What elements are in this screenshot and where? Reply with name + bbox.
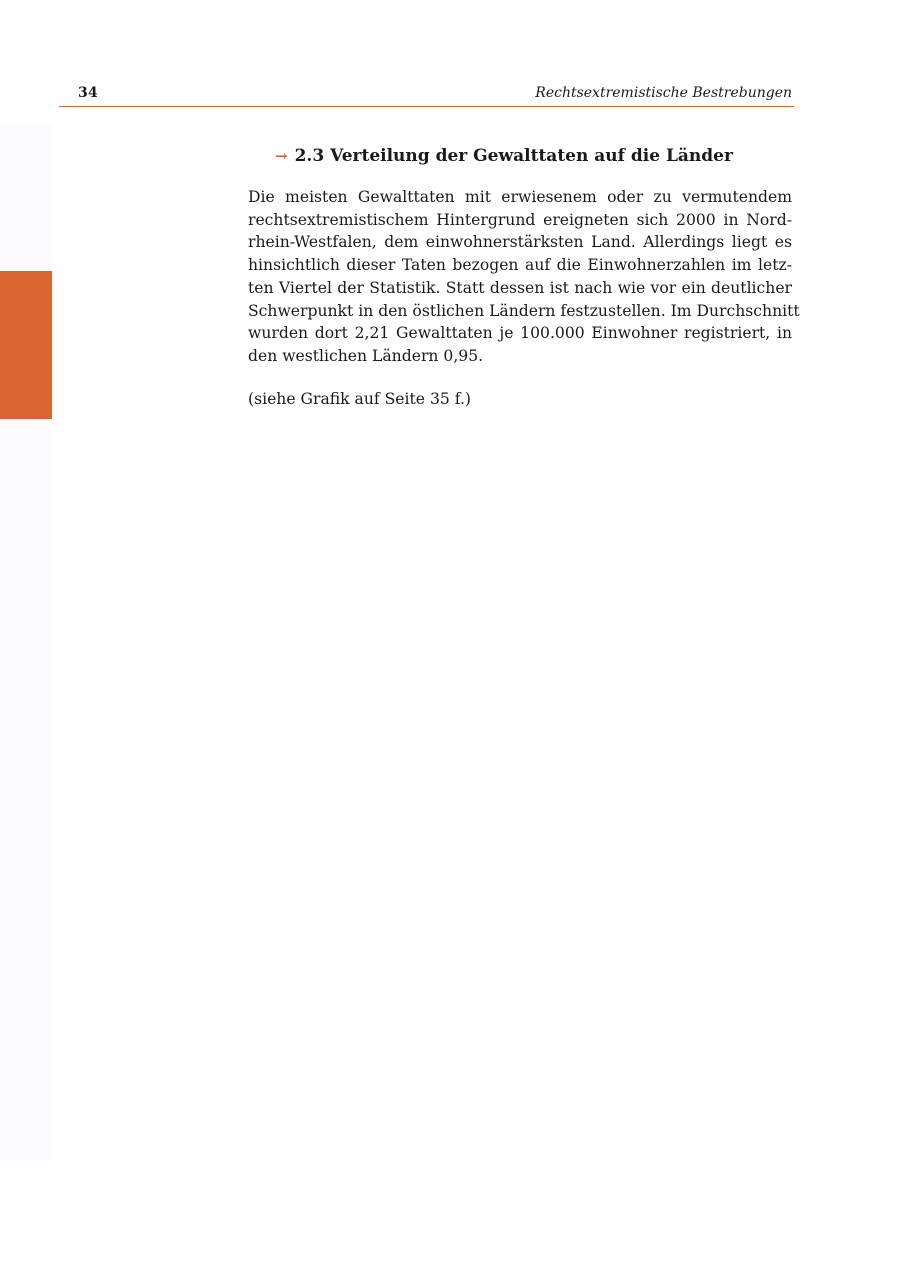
paragraph-line: wurden dort 2,21 Gewalttaten je 100.000 Einwohner registriert, in [248, 324, 792, 343]
arrow-right-icon: → [275, 147, 288, 165]
paragraph-line: Die meisten Gewalttaten mit erwiesenem oder zu vermutendem [248, 188, 792, 206]
paragraph-line: den westlichen Ländern 0,95. [248, 346, 484, 365]
chapter-thumb-tab [0, 271, 52, 419]
section-title: 2.3 Verteilung der Gewalttaten auf die Länder [294, 146, 733, 166]
section-heading [275, 146, 733, 166]
body-paragraph [248, 186, 800, 368]
paragraph-line: rechtsextremistischem Hintergrund ereigneten sich 2000 in Nord- [248, 210, 792, 229]
page-number: 34 [78, 85, 98, 101]
paragraph-line: rhein-Westfalen, dem einwohnerstärksten Land. Allerdings liegt es [248, 233, 792, 252]
running-title: Rechtsextremistische Bestrebungen [535, 85, 792, 101]
paragraph-line: ten Viertel der Statistik. Statt dessen ist nach wie vor ein deutlicher [248, 278, 792, 297]
header-rule [59, 106, 794, 107]
paragraph-line: Schwerpunkt in den östlichen Ländern festzustellen. Im Durchschnitt [248, 301, 800, 320]
graphic-reference-note: (siehe Grafik auf Seite 35 f.) [248, 390, 472, 408]
paragraph-line: hinsichtlich dieser Taten bezogen auf die Einwohnerzahlen im letz- [248, 256, 792, 275]
